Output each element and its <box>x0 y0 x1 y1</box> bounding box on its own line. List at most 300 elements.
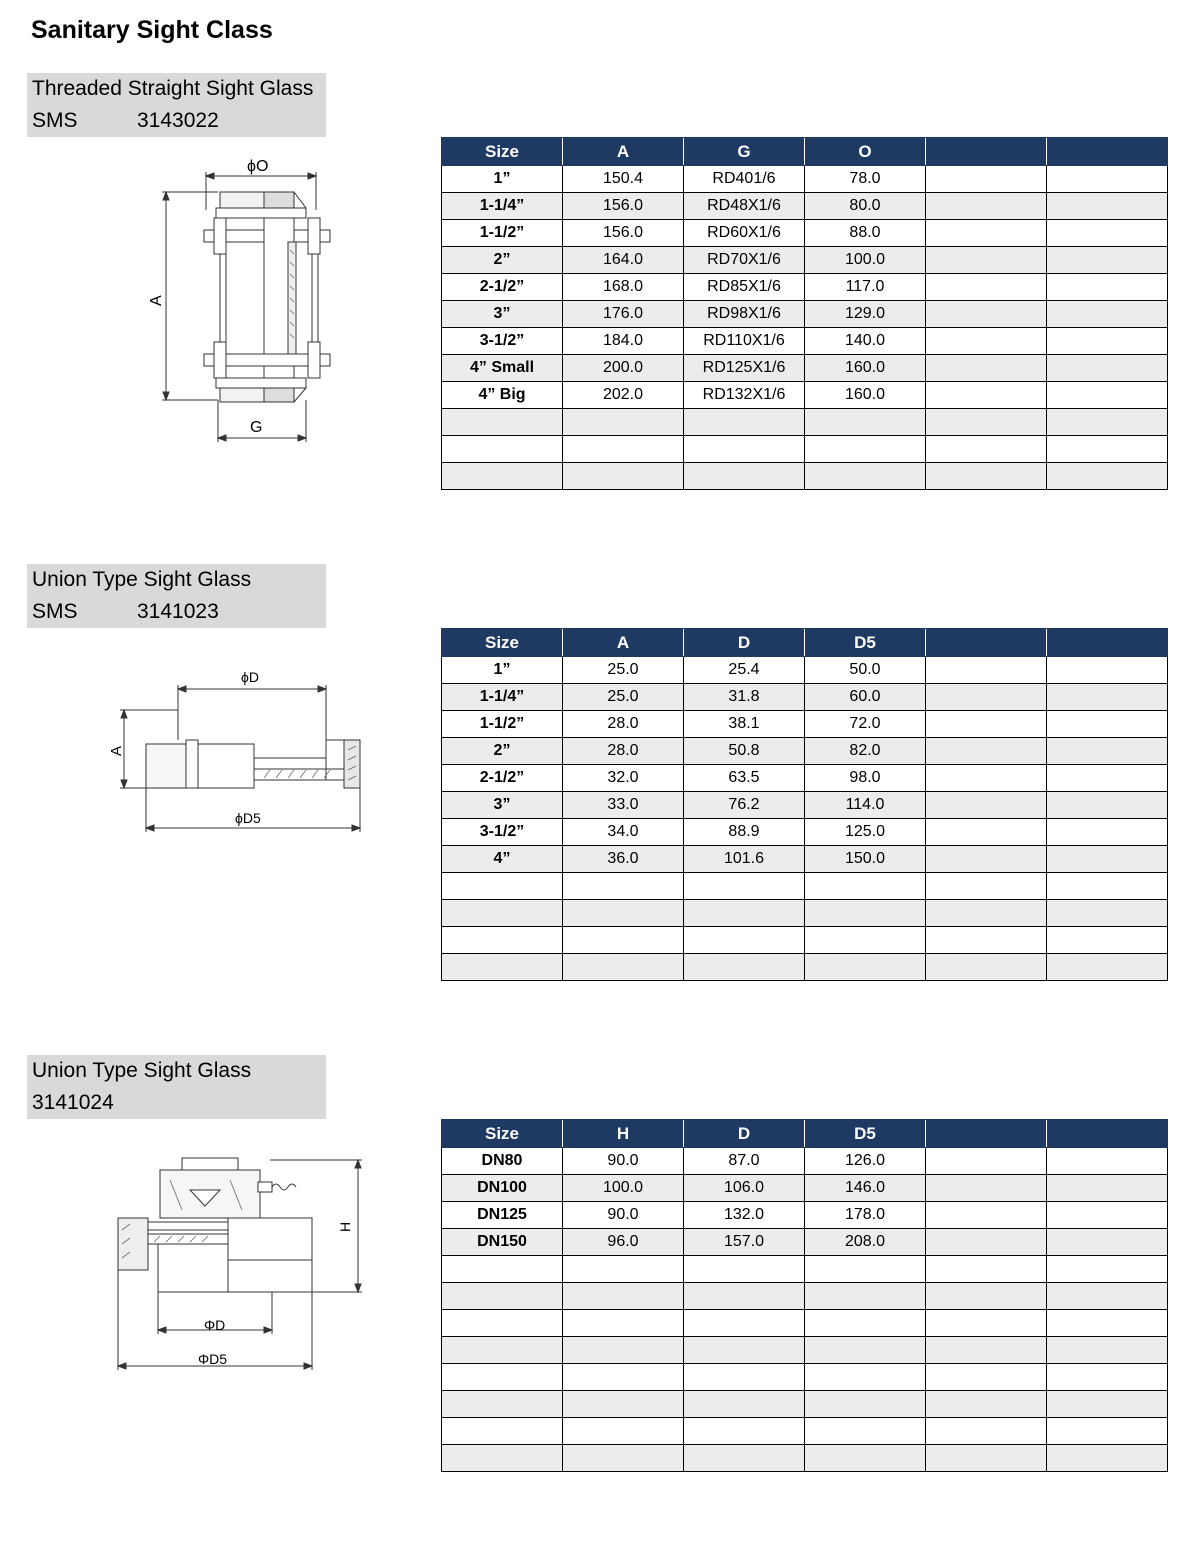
value-cell <box>1047 409 1168 436</box>
value-cell <box>1047 1364 1168 1391</box>
table-row <box>442 382 1168 409</box>
value-cell <box>1047 382 1168 409</box>
value-cell: 178.0 <box>805 1202 926 1229</box>
size-cell: 1-1/4” <box>442 684 563 711</box>
value-cell <box>563 873 684 900</box>
value-cell <box>1047 657 1168 684</box>
value-cell <box>563 1310 684 1337</box>
value-cell <box>805 1337 926 1364</box>
value-cell: 101.6 <box>684 846 805 873</box>
value-cell <box>805 927 926 954</box>
value-cell <box>805 1256 926 1283</box>
value-cell <box>805 1418 926 1445</box>
value-cell <box>805 954 926 981</box>
value-cell: RD110X1/6 <box>684 328 805 355</box>
size-cell: 2-1/2” <box>442 765 563 792</box>
value-cell <box>926 382 1047 409</box>
table-row <box>442 1337 1168 1364</box>
value-cell <box>805 873 926 900</box>
drawing-3-label-d5: ΦD5 <box>198 1351 228 1367</box>
value-cell: 28.0 <box>563 711 684 738</box>
value-cell <box>1047 738 1168 765</box>
value-cell <box>1047 355 1168 382</box>
value-cell <box>926 274 1047 301</box>
value-cell <box>926 792 1047 819</box>
value-cell <box>684 1283 805 1310</box>
column-header-blank <box>926 138 1047 166</box>
value-cell: 90.0 <box>563 1202 684 1229</box>
value-cell: 60.0 <box>805 684 926 711</box>
value-cell <box>926 1148 1047 1175</box>
value-cell: 202.0 <box>563 382 684 409</box>
value-cell <box>1047 247 1168 274</box>
size-cell: 3” <box>442 301 563 328</box>
value-cell <box>1047 1175 1168 1202</box>
size-cell: 3-1/2” <box>442 819 563 846</box>
size-cell: 4” Big <box>442 382 563 409</box>
value-cell <box>563 1418 684 1445</box>
value-cell <box>563 463 684 490</box>
value-cell <box>1047 1337 1168 1364</box>
value-cell <box>1047 193 1168 220</box>
value-cell <box>926 193 1047 220</box>
value-cell <box>1047 792 1168 819</box>
column-header-o: O <box>805 138 926 166</box>
value-cell <box>1047 900 1168 927</box>
value-cell: RD125X1/6 <box>684 355 805 382</box>
value-cell: 31.8 <box>684 684 805 711</box>
size-cell <box>442 1445 563 1472</box>
size-cell: 4” <box>442 846 563 873</box>
column-header-g: G <box>684 138 805 166</box>
drawing-1-label-o: ϕO <box>247 158 269 175</box>
value-cell <box>1047 1256 1168 1283</box>
size-cell <box>442 1310 563 1337</box>
value-cell <box>684 409 805 436</box>
value-cell: RD98X1/6 <box>684 301 805 328</box>
value-cell <box>926 765 1047 792</box>
value-cell <box>563 436 684 463</box>
column-header-d: D <box>684 1120 805 1148</box>
table-row <box>442 792 1168 819</box>
value-cell <box>926 1175 1047 1202</box>
spec-table-3 <box>441 1119 1168 1472</box>
table-row <box>442 274 1168 301</box>
table-row <box>442 954 1168 981</box>
table-row <box>442 355 1168 382</box>
value-cell <box>805 463 926 490</box>
value-cell <box>1047 166 1168 193</box>
table-row <box>442 1391 1168 1418</box>
table-row <box>442 1418 1168 1445</box>
value-cell: RD48X1/6 <box>684 193 805 220</box>
table-row <box>442 819 1168 846</box>
column-header-size: Size <box>442 629 563 657</box>
table-row <box>442 1175 1168 1202</box>
table-row <box>442 765 1168 792</box>
value-cell <box>563 1283 684 1310</box>
value-cell <box>926 1202 1047 1229</box>
value-cell: 146.0 <box>805 1175 926 1202</box>
table-row <box>442 1310 1168 1337</box>
section-3-title: Union Type Sight Glass <box>32 1059 252 1082</box>
value-cell: 50.0 <box>805 657 926 684</box>
value-cell <box>684 927 805 954</box>
value-cell <box>563 1337 684 1364</box>
value-cell: 88.0 <box>805 220 926 247</box>
value-cell <box>926 873 1047 900</box>
value-cell <box>1047 846 1168 873</box>
size-cell: 1-1/4” <box>442 193 563 220</box>
section-2-label <box>27 564 326 628</box>
value-cell: 63.5 <box>684 765 805 792</box>
drawing-2-label-d: ϕD <box>241 669 259 685</box>
column-header-blank <box>1047 629 1168 657</box>
value-cell <box>1047 274 1168 301</box>
value-cell: 72.0 <box>805 711 926 738</box>
value-cell <box>926 954 1047 981</box>
value-cell: RD85X1/6 <box>684 274 805 301</box>
value-cell: 132.0 <box>684 1202 805 1229</box>
size-cell <box>442 409 563 436</box>
page-title: Sanitary Sight Class <box>31 16 273 44</box>
value-cell <box>805 1310 926 1337</box>
value-cell <box>926 1229 1047 1256</box>
value-cell <box>926 819 1047 846</box>
drawing-2-label-a: A <box>108 745 125 756</box>
value-cell: 150.0 <box>805 846 926 873</box>
size-cell: DN100 <box>442 1175 563 1202</box>
size-cell <box>442 1337 563 1364</box>
value-cell <box>563 1391 684 1418</box>
size-cell <box>442 954 563 981</box>
column-header-h: H <box>563 1120 684 1148</box>
section-3-label <box>27 1055 326 1119</box>
size-cell <box>442 1391 563 1418</box>
table-row <box>442 738 1168 765</box>
value-cell: 156.0 <box>563 220 684 247</box>
value-cell <box>926 900 1047 927</box>
table-row <box>442 1445 1168 1472</box>
drawing-3-label-h: H <box>337 1221 353 1232</box>
section-1-title: Threaded Straight Sight Glass <box>32 77 314 100</box>
value-cell: 50.8 <box>684 738 805 765</box>
value-cell <box>926 1391 1047 1418</box>
size-cell <box>442 1283 563 1310</box>
value-cell: 88.9 <box>684 819 805 846</box>
value-cell <box>926 1337 1047 1364</box>
value-cell: 157.0 <box>684 1229 805 1256</box>
value-cell <box>1047 436 1168 463</box>
value-cell <box>926 711 1047 738</box>
value-cell <box>684 1337 805 1364</box>
value-cell: 200.0 <box>563 355 684 382</box>
value-cell: 125.0 <box>805 819 926 846</box>
value-cell: 34.0 <box>563 819 684 846</box>
threaded-sight-glass-drawing <box>130 150 350 450</box>
value-cell: 96.0 <box>563 1229 684 1256</box>
value-cell <box>563 927 684 954</box>
size-cell: 1” <box>442 166 563 193</box>
section-3-code: 3141024 <box>32 1091 114 1114</box>
size-cell <box>442 900 563 927</box>
value-cell <box>926 409 1047 436</box>
value-cell: 28.0 <box>563 738 684 765</box>
column-header-blank <box>926 629 1047 657</box>
value-cell: 25.4 <box>684 657 805 684</box>
value-cell: 129.0 <box>805 301 926 328</box>
value-cell <box>1047 1445 1168 1472</box>
table-row <box>442 1256 1168 1283</box>
value-cell <box>1047 1391 1168 1418</box>
value-cell: RD60X1/6 <box>684 220 805 247</box>
value-cell <box>926 328 1047 355</box>
value-cell: RD132X1/6 <box>684 382 805 409</box>
value-cell: 140.0 <box>805 328 926 355</box>
value-cell: 114.0 <box>805 792 926 819</box>
value-cell: 150.4 <box>563 166 684 193</box>
value-cell: 36.0 <box>563 846 684 873</box>
table-header-row <box>442 138 1168 166</box>
size-cell: DN80 <box>442 1148 563 1175</box>
size-cell: 1” <box>442 657 563 684</box>
value-cell <box>563 409 684 436</box>
column-header-d5: D5 <box>805 1120 926 1148</box>
drawing-1-label-a: A <box>148 295 165 306</box>
table-row <box>442 846 1168 873</box>
value-cell <box>926 1256 1047 1283</box>
table-header-row <box>442 1120 1168 1148</box>
value-cell <box>805 1445 926 1472</box>
section-2-std-line <box>32 600 219 624</box>
value-cell: 32.0 <box>563 765 684 792</box>
value-cell <box>926 684 1047 711</box>
table-row <box>442 166 1168 193</box>
value-cell <box>1047 1283 1168 1310</box>
value-cell: 25.0 <box>563 657 684 684</box>
value-cell <box>684 873 805 900</box>
value-cell <box>805 1391 926 1418</box>
value-cell <box>926 166 1047 193</box>
size-cell <box>442 873 563 900</box>
value-cell <box>1047 684 1168 711</box>
table-row <box>442 1202 1168 1229</box>
value-cell <box>926 220 1047 247</box>
value-cell <box>684 1445 805 1472</box>
value-cell <box>684 1364 805 1391</box>
table-row <box>442 409 1168 436</box>
table-row <box>442 657 1168 684</box>
value-cell: 90.0 <box>563 1148 684 1175</box>
value-cell: 80.0 <box>805 193 926 220</box>
table-row <box>442 711 1168 738</box>
value-cell <box>1047 927 1168 954</box>
size-cell: 2” <box>442 738 563 765</box>
value-cell: 38.1 <box>684 711 805 738</box>
value-cell <box>926 1283 1047 1310</box>
value-cell: 87.0 <box>684 1148 805 1175</box>
size-cell: 3” <box>442 792 563 819</box>
size-cell: DN150 <box>442 1229 563 1256</box>
value-cell <box>684 900 805 927</box>
table-row <box>442 463 1168 490</box>
size-cell: 2-1/2” <box>442 274 563 301</box>
value-cell: 160.0 <box>805 382 926 409</box>
value-cell <box>563 954 684 981</box>
value-cell: 100.0 <box>563 1175 684 1202</box>
value-cell <box>1047 328 1168 355</box>
table-row <box>442 328 1168 355</box>
section-1-label <box>27 73 326 137</box>
size-cell <box>442 436 563 463</box>
value-cell: RD70X1/6 <box>684 247 805 274</box>
value-cell <box>684 436 805 463</box>
value-cell: 164.0 <box>563 247 684 274</box>
value-cell <box>926 846 1047 873</box>
value-cell <box>1047 1148 1168 1175</box>
value-cell: 208.0 <box>805 1229 926 1256</box>
value-cell: 184.0 <box>563 328 684 355</box>
size-cell <box>442 1364 563 1391</box>
value-cell <box>1047 873 1168 900</box>
table-row <box>442 1229 1168 1256</box>
drawing-1-label-g: G <box>250 419 263 436</box>
value-cell <box>684 1391 805 1418</box>
size-cell: 1-1/2” <box>442 711 563 738</box>
section-2-title: Union Type Sight Glass <box>32 568 252 591</box>
value-cell <box>926 1310 1047 1337</box>
value-cell: 100.0 <box>805 247 926 274</box>
value-cell <box>1047 463 1168 490</box>
table-row <box>442 684 1168 711</box>
value-cell <box>805 1364 926 1391</box>
value-cell <box>684 954 805 981</box>
value-cell: 106.0 <box>684 1175 805 1202</box>
size-cell: 1-1/2” <box>442 220 563 247</box>
size-cell <box>442 1256 563 1283</box>
table-header-row <box>442 629 1168 657</box>
value-cell <box>926 355 1047 382</box>
value-cell <box>684 1310 805 1337</box>
size-cell: DN125 <box>442 1202 563 1229</box>
value-cell <box>926 657 1047 684</box>
value-cell: 78.0 <box>805 166 926 193</box>
column-header-d5: D5 <box>805 629 926 657</box>
size-cell: 4” Small <box>442 355 563 382</box>
table-row <box>442 193 1168 220</box>
value-cell <box>926 1445 1047 1472</box>
section-2-code: 3141023 <box>137 600 219 623</box>
value-cell: RD401/6 <box>684 166 805 193</box>
column-header-a: A <box>563 629 684 657</box>
section-1-standard: SMS <box>32 109 78 132</box>
drawing-2-label-d5: ϕD5 <box>235 810 261 826</box>
section-1-code: 3143022 <box>137 109 219 132</box>
spec-table-2 <box>441 628 1168 981</box>
table-row <box>442 873 1168 900</box>
column-header-a: A <box>563 138 684 166</box>
table-row <box>442 301 1168 328</box>
column-header-d: D <box>684 629 805 657</box>
table-row <box>442 247 1168 274</box>
value-cell <box>1047 1229 1168 1256</box>
value-cell <box>1047 220 1168 247</box>
value-cell: 126.0 <box>805 1148 926 1175</box>
value-cell <box>1047 1418 1168 1445</box>
column-header-blank <box>1047 1120 1168 1148</box>
table-row <box>442 1364 1168 1391</box>
value-cell <box>926 927 1047 954</box>
value-cell <box>563 900 684 927</box>
column-header-blank <box>926 1120 1047 1148</box>
value-cell <box>926 247 1047 274</box>
column-header-size: Size <box>442 1120 563 1148</box>
value-cell <box>926 1364 1047 1391</box>
value-cell <box>1047 711 1168 738</box>
value-cell <box>563 1364 684 1391</box>
value-cell <box>684 1256 805 1283</box>
value-cell <box>805 1283 926 1310</box>
value-cell <box>805 436 926 463</box>
drawing-3-label-d: ΦD <box>204 1317 226 1333</box>
value-cell: 156.0 <box>563 193 684 220</box>
section-1-std-line <box>32 109 219 133</box>
value-cell <box>1047 765 1168 792</box>
value-cell <box>1047 1202 1168 1229</box>
size-cell <box>442 927 563 954</box>
value-cell: 33.0 <box>563 792 684 819</box>
size-cell <box>442 1418 563 1445</box>
table-row <box>442 220 1168 247</box>
size-cell: 3-1/2” <box>442 328 563 355</box>
value-cell <box>1047 954 1168 981</box>
value-cell <box>1047 301 1168 328</box>
value-cell <box>926 1418 1047 1445</box>
column-header-size: Size <box>442 138 563 166</box>
value-cell <box>684 463 805 490</box>
table-row <box>442 900 1168 927</box>
section-2-standard: SMS <box>32 600 78 623</box>
value-cell <box>926 436 1047 463</box>
value-cell <box>926 301 1047 328</box>
value-cell: 25.0 <box>563 684 684 711</box>
union-dn-sight-glass-drawing <box>110 1150 380 1380</box>
value-cell: 76.2 <box>684 792 805 819</box>
value-cell <box>1047 1310 1168 1337</box>
value-cell: 168.0 <box>563 274 684 301</box>
table-row <box>442 927 1168 954</box>
table-row <box>442 436 1168 463</box>
value-cell: 176.0 <box>563 301 684 328</box>
value-cell: 117.0 <box>805 274 926 301</box>
value-cell: 98.0 <box>805 765 926 792</box>
size-cell <box>442 463 563 490</box>
value-cell <box>563 1445 684 1472</box>
value-cell <box>926 738 1047 765</box>
table-row <box>442 1283 1168 1310</box>
value-cell: 160.0 <box>805 355 926 382</box>
value-cell <box>1047 819 1168 846</box>
value-cell: 82.0 <box>805 738 926 765</box>
union-sms-sight-glass-drawing <box>104 660 374 840</box>
value-cell <box>805 900 926 927</box>
spec-table-1 <box>441 137 1168 490</box>
value-cell <box>563 1256 684 1283</box>
column-header-blank <box>1047 138 1168 166</box>
size-cell: 2” <box>442 247 563 274</box>
table-row <box>442 1148 1168 1175</box>
value-cell <box>684 1418 805 1445</box>
